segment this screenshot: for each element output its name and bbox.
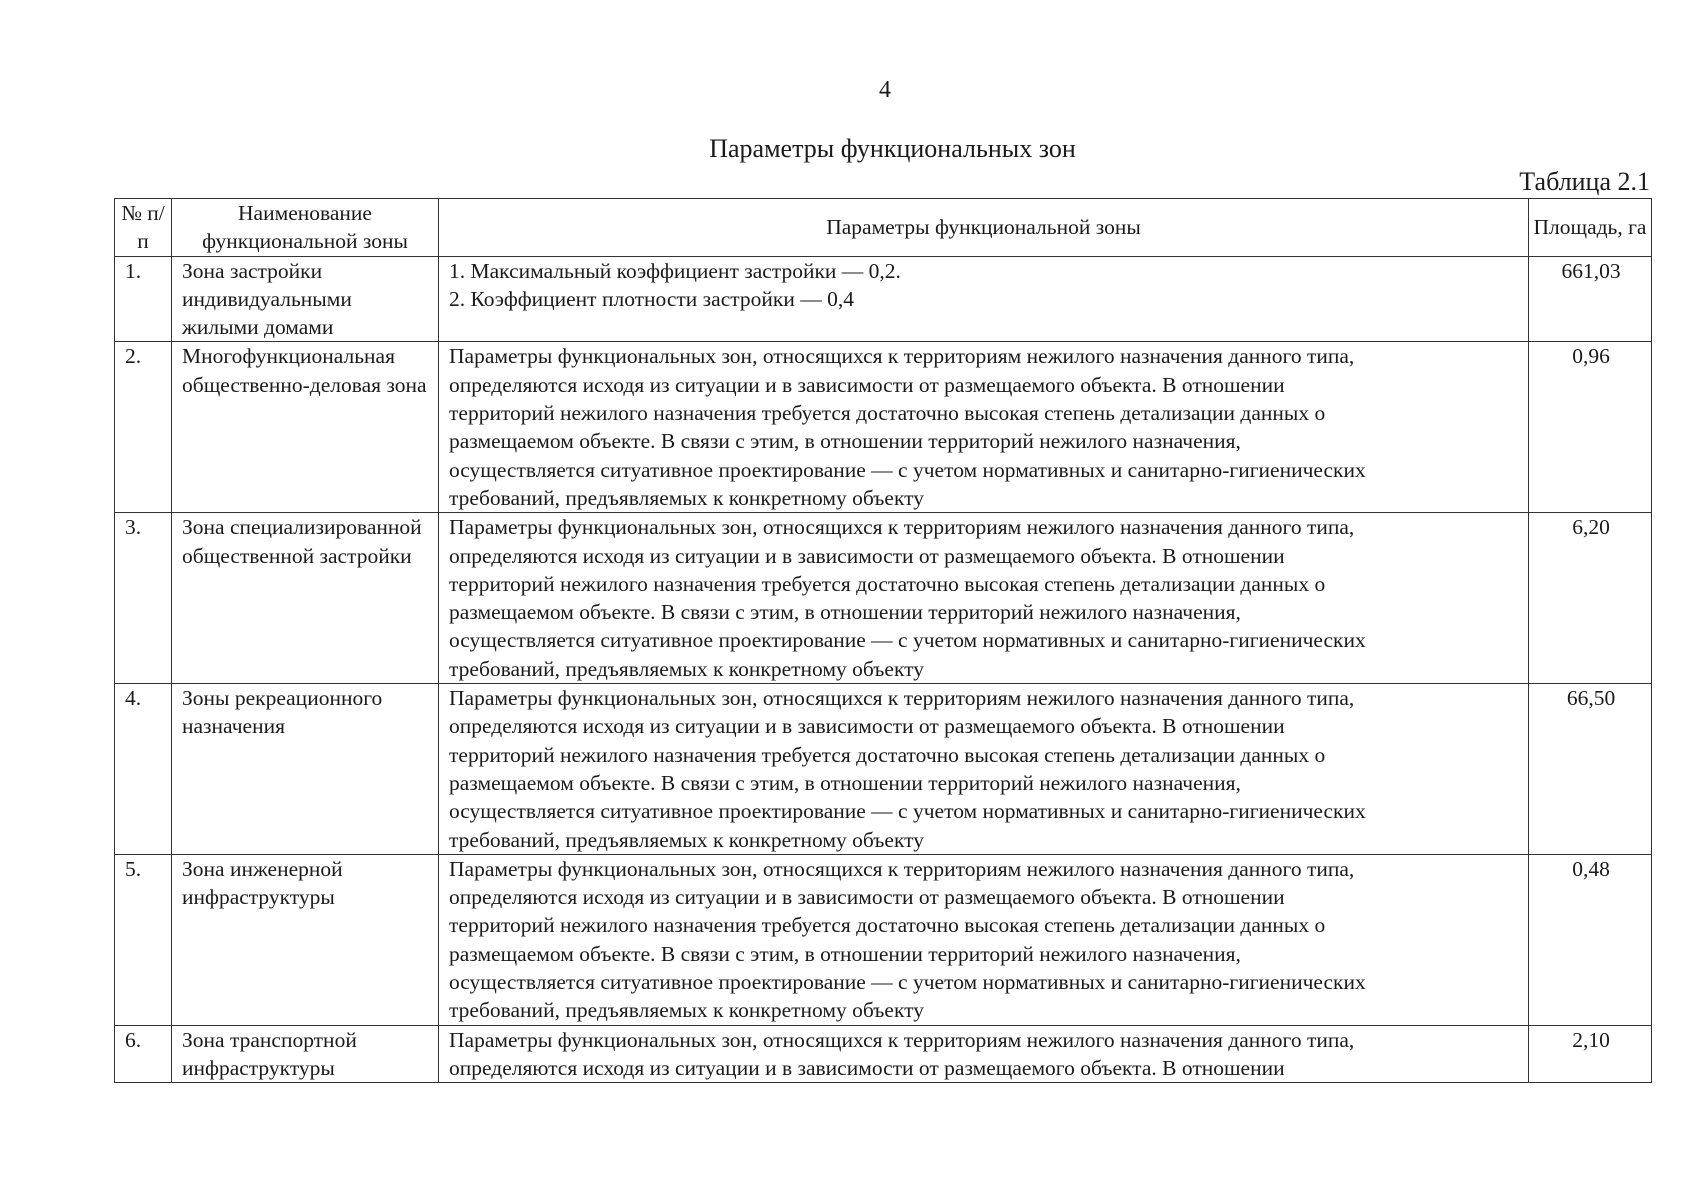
param-line: определяются исходя из ситуации и в зависимости от размещаемого объекта. В отношении — [449, 714, 1285, 739]
param-line: определяются исходя из ситуации и в зависимости от размещаемого объекта. В отношении — [449, 543, 1285, 568]
param-line: определяются исходя из ситуации и в зависимости от размещаемого объекта. В отношении — [449, 1055, 1285, 1080]
table-row — [115, 513, 1652, 684]
param-line: требований, предъявляемых к конкретному объекту — [449, 485, 924, 510]
param-line: 2. Коэффициент плотности застройки — 0,4 — [449, 286, 854, 311]
param-line: территорий нежилого назначения требуется достаточно высокая степень детализации данных о — [449, 401, 1326, 426]
table-header-row — [115, 199, 1652, 257]
param-line: требований, предъявляемых к конкретному объекту — [449, 656, 924, 681]
param-line: 1. Максимальный коэффициент застройки — 0,2. — [449, 258, 901, 283]
header-num: № п/п — [115, 199, 172, 257]
zone-area: 66,50 — [1529, 684, 1652, 855]
param-line: Параметры функциональных зон, относящихся к территориям нежилого назначения данного типа, — [449, 856, 1355, 881]
row-num: 2. — [115, 342, 172, 513]
zone-area: 661,03 — [1529, 256, 1652, 342]
param-line: размещаемом объекте. В связи с этим, в отношении территорий нежилого назначения, — [449, 600, 1241, 625]
zone-name: Зона инженерной инфраструктуры — [172, 854, 439, 1025]
table-row — [115, 684, 1652, 855]
table-row — [115, 854, 1652, 1025]
param-line: территорий нежилого назначения требуется достаточно высокая степень детализации данных о — [449, 913, 1326, 938]
param-line: определяются исходя из ситуации и в зависимости от размещаемого объекта. В отношении — [449, 372, 1285, 397]
param-line: определяются исходя из ситуации и в зависимости от размещаемого объекта. В отношении — [449, 885, 1285, 910]
param-line: размещаемом объекте. В связи с этим, в отношении территорий нежилого назначения, — [449, 429, 1241, 454]
row-num: 4. — [115, 684, 172, 855]
zone-area: 0,96 — [1529, 342, 1652, 513]
zone-name: Многофункциональная общественно-деловая зона — [172, 342, 439, 513]
zone-params — [439, 1025, 1529, 1083]
param-line: размещаемом объекте. В связи с этим, в отношении территорий нежилого назначения, — [449, 941, 1241, 966]
row-num: 3. — [115, 513, 172, 684]
zone-params — [439, 342, 1529, 513]
page-title: Параметры функциональных зон — [709, 134, 1076, 163]
page-number: 4 — [879, 77, 891, 103]
param-line: осуществляется ситуативное проектирование — с учетом нормативных и санитарно-гигиенических — [449, 799, 1366, 824]
table-caption: Таблица 2.1 — [1519, 167, 1650, 196]
zone-params — [439, 854, 1529, 1025]
table-row — [115, 1025, 1652, 1083]
param-line: осуществляется ситуативное проектирование — с учетом нормативных и санитарно-гигиенических — [449, 628, 1366, 653]
zone-params — [439, 513, 1529, 684]
zones-table — [114, 198, 1652, 1083]
zone-name: Зона застройки индивидуальными жилыми домами — [172, 256, 439, 342]
table-row — [115, 342, 1652, 513]
param-line: Параметры функциональных зон, относящихся к территориям нежилого назначения данного типа, — [449, 1027, 1355, 1052]
zone-params — [439, 256, 1529, 342]
param-line: Параметры функциональных зон, относящихся к территориям нежилого назначения данного типа, — [449, 515, 1355, 540]
param-line: размещаемом объекте. В связи с этим, в отношении территорий нежилого назначения, — [449, 770, 1241, 795]
header-area: Площадь, га — [1529, 199, 1652, 257]
param-line: территорий нежилого назначения требуется достаточно высокая степень детализации данных о — [449, 571, 1326, 596]
zone-area: 0,48 — [1529, 854, 1652, 1025]
zone-params — [439, 684, 1529, 855]
param-line: осуществляется ситуативное проектирование — с учетом нормативных и санитарно-гигиенических — [449, 970, 1366, 995]
zone-name: Зона специализированной общественной застройки — [172, 513, 439, 684]
zone-area: 6,20 — [1529, 513, 1652, 684]
zone-name: Зоны рекреационного назначения — [172, 684, 439, 855]
param-line: Параметры функциональных зон, относящихся к территориям нежилого назначения данного типа, — [449, 344, 1355, 369]
param-line: Параметры функциональных зон, относящихся к территориям нежилого назначения данного типа, — [449, 686, 1355, 711]
param-line: требований, предъявляемых к конкретному объекту — [449, 827, 924, 852]
row-num: 6. — [115, 1025, 172, 1083]
header-params: Параметры функциональной зоны — [439, 199, 1529, 257]
zone-name: Зона транспортной инфраструктуры — [172, 1025, 439, 1083]
row-num: 1. — [115, 256, 172, 342]
param-line: территорий нежилого назначения требуется достаточно высокая степень детализации данных о — [449, 742, 1326, 767]
row-num: 5. — [115, 854, 172, 1025]
zone-area: 2,10 — [1529, 1025, 1652, 1083]
table-row — [115, 256, 1652, 342]
param-line: осуществляется ситуативное проектирование — с учетом нормативных и санитарно-гигиенических — [449, 457, 1366, 482]
param-line: требований, предъявляемых к конкретному объекту — [449, 998, 924, 1023]
header-name: Наименование функциональной зоны — [172, 199, 439, 257]
